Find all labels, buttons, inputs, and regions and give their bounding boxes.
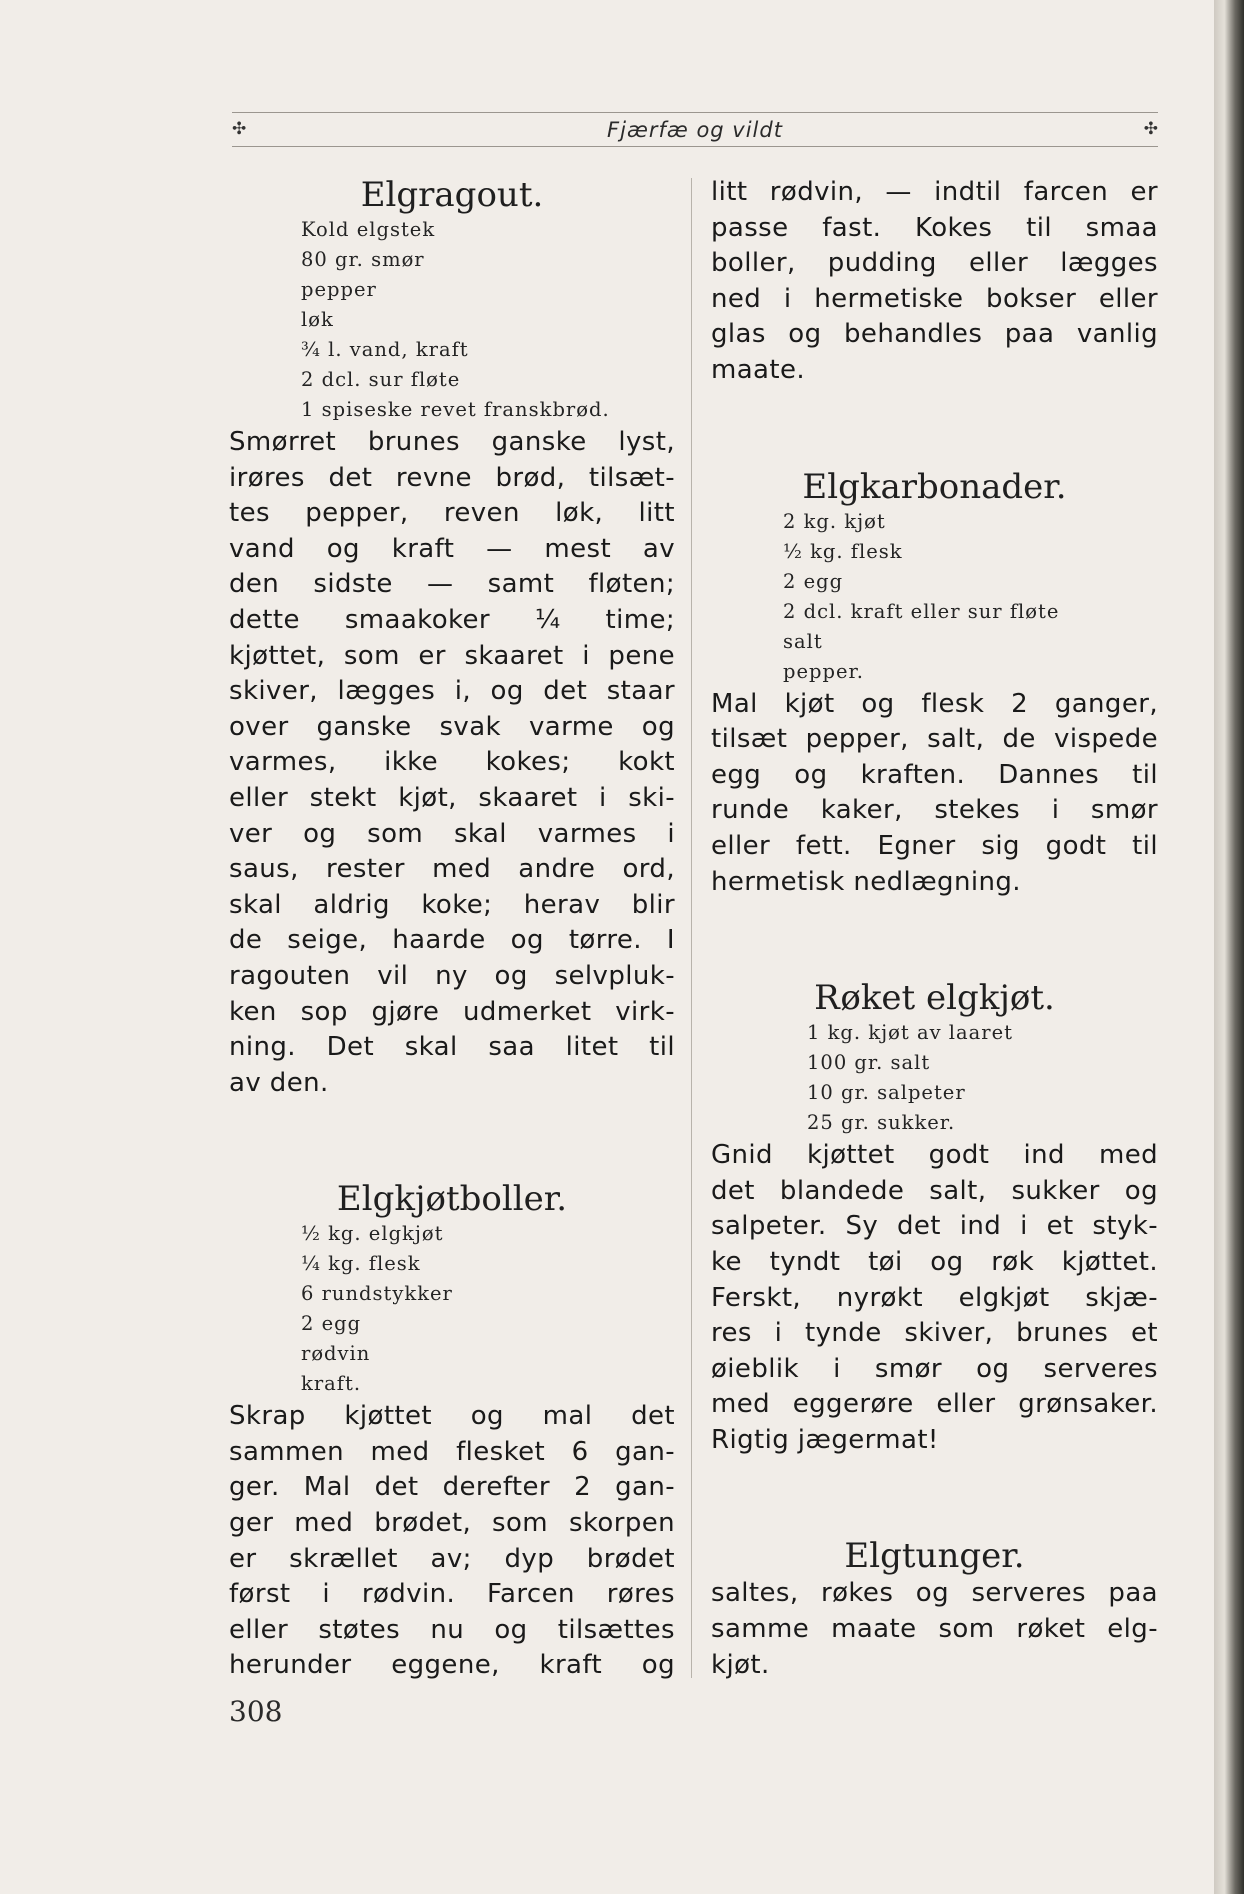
ingredient: kraft. <box>301 1372 362 1396</box>
text-line: egg og kraften. Dannes til <box>711 759 1158 790</box>
ingredient: pepper <box>301 278 377 301</box>
recipe-title: Elgkarbonader. <box>802 466 1067 507</box>
ingredient: 25 gr. sukker. <box>807 1111 956 1135</box>
header-rule-bottom <box>232 146 1158 147</box>
text-line: ke tyndt tøi og røk kjøttet. <box>711 1246 1158 1277</box>
ingredient-list <box>711 1018 1158 1138</box>
text-line: irøres det revne brød, tilsæt- <box>229 462 675 493</box>
text-line: passe fast. Kokes til smaa <box>711 212 1158 243</box>
text-line: litt rødvin, — indtil farcen er <box>711 177 1158 207</box>
ingredient: ¾ l. vand, kraft <box>301 338 469 361</box>
text-line: vand og kraft — mest av <box>229 533 675 564</box>
right-column <box>711 175 1158 1683</box>
text-line: ger med brødet, som skorpen <box>229 1508 675 1539</box>
running-title: Fjærfæ og vildt <box>607 118 783 142</box>
text-line: eller fett. Egner sig godt til <box>711 830 1158 861</box>
text-line: de seige, haarde og tørre. I <box>229 925 675 956</box>
recipe-elgragout <box>229 175 675 1101</box>
text-line: eller støtes nu og tilsættes <box>229 1614 675 1645</box>
page-number: 308 <box>229 1695 283 1728</box>
recipe-roket-elgkjot <box>711 978 1158 1458</box>
text-line: salpeter. Sy det ind i et styk- <box>711 1211 1158 1242</box>
text-line: skiver, lægges i, og det staar <box>229 676 675 707</box>
text-line: Rigtig jægermat! <box>711 1424 939 1455</box>
ornament-left-icon: ✣ <box>232 119 247 139</box>
recipe-text <box>711 1138 1158 1458</box>
text-line: runde kaker, stekes i smør <box>711 795 1158 826</box>
ingredient: 2 dcl. kraft eller sur fløte <box>783 599 1060 623</box>
ingredient: 1 kg. kjøt av laaret <box>807 1021 1013 1045</box>
running-header <box>232 112 1158 142</box>
ingredient: ½ kg. elgkjøt <box>301 1222 444 1246</box>
ingredient: Kold elgstek <box>301 218 436 241</box>
recipe-text <box>229 425 675 1101</box>
text-line: saus, rester med andre ord, <box>229 854 675 885</box>
text-line: sammen med flesket 6 gan- <box>229 1436 675 1467</box>
ingredient: 1 spiseske revet franskbrød. <box>301 398 610 421</box>
text-line: ken sop gjøre udmerket virk- <box>229 996 675 1027</box>
text-line: Mal kjøt og flesk 2 ganger, <box>711 688 1158 719</box>
continuation-text <box>711 175 1158 389</box>
recipe-elgtunger <box>711 1536 1158 1683</box>
text-line: eller stekt kjøt, skaaret i ski- <box>229 782 675 813</box>
page-edge <box>1214 0 1244 1894</box>
recipe-title: Elgragout. <box>360 175 544 215</box>
ingredient: salt <box>783 629 823 653</box>
text-line: res i tynde skiver, brunes et <box>711 1318 1158 1349</box>
column-divider <box>691 178 692 1678</box>
ingredient: pepper. <box>783 659 864 683</box>
text-line: øieblik i smør og serveres <box>711 1353 1158 1384</box>
text-line: ger. Mal det derefter 2 gan- <box>229 1472 675 1503</box>
text-line: det blandede salt, sukker og <box>711 1175 1158 1206</box>
left-column <box>229 175 675 1684</box>
text-line: Skrap kjøttet og mal det <box>229 1401 675 1432</box>
ingredient: rødvin <box>301 1342 371 1366</box>
text-line: kjøt. <box>711 1649 770 1680</box>
text-line: ragouten vil ny og selvpluk- <box>229 960 675 991</box>
ingredient: løk <box>301 308 334 331</box>
text-line: skal aldrig koke; herav blir <box>229 889 675 920</box>
text-line: tilsæt pepper, salt, de vispede <box>711 724 1158 755</box>
text-line: glas og behandles paa vanlig <box>711 319 1158 350</box>
ingredient: ¼ kg. flesk <box>301 1252 421 1276</box>
text-line: den sidste — samt fløten; <box>229 569 675 600</box>
ingredient-list <box>229 215 675 425</box>
recipe-elgkjotboller <box>229 1179 675 1684</box>
header-rule-top <box>232 112 1158 113</box>
text-line: ver og som skal varmes i <box>229 818 675 849</box>
text-line: herunder eggene, kraft og <box>229 1650 675 1681</box>
text-line: med eggerøre eller grønsaker. <box>711 1389 1158 1420</box>
text-line: varmes, ikke kokes; kokt <box>229 747 675 778</box>
recipe-elgkarbonader <box>711 467 1158 901</box>
ingredient: 2 kg. kjøt <box>783 509 886 533</box>
ingredient: 2 egg <box>301 1312 362 1336</box>
ingredient: 80 gr. smør <box>301 248 425 271</box>
text-line: maate. <box>711 354 806 385</box>
text-line: hermetisk nedlægning. <box>711 866 1021 897</box>
text-line: Gnid kjøttet godt ind med <box>711 1140 1158 1171</box>
text-line: ning. Det skal saa litet til <box>229 1032 675 1063</box>
recipe-text <box>711 1576 1158 1683</box>
text-line: tes pepper, reven løk, litt <box>229 498 675 529</box>
text-line: er skrællet av; dyp brødet <box>229 1543 675 1574</box>
recipe-title: Elgtunger. <box>844 1536 1025 1577</box>
ingredient: 2 egg <box>783 569 844 593</box>
ingredient: 100 gr. salt <box>807 1051 931 1075</box>
ingredient: 6 rundstykker <box>301 1282 453 1306</box>
text-line: saltes, røkes og serveres paa <box>711 1578 1158 1609</box>
recipe-text <box>711 687 1158 901</box>
text-line: kjøttet, som er skaaret i pene <box>229 640 675 671</box>
ingredient: 2 dcl. sur fløte <box>301 368 461 391</box>
recipe-text <box>229 1399 675 1684</box>
text-line: samme maate som røket elg- <box>711 1614 1158 1645</box>
text-line: boller, pudding eller lægges <box>711 248 1158 279</box>
text-line: først i rødvin. Farcen røres <box>229 1579 675 1610</box>
ingredient: 10 gr. salpeter <box>807 1081 966 1105</box>
recipe-title: Elgkjøtboller. <box>336 1179 568 1220</box>
ornament-right-icon: ✣ <box>1143 119 1158 139</box>
text-line: Ferskt, nyrøkt elgkjøt skjæ- <box>711 1282 1158 1313</box>
text-line: ned i hermetiske bokser eller <box>711 283 1158 314</box>
ingredient-list <box>229 1219 675 1399</box>
text-line: Smørret brunes ganske lyst, <box>229 427 675 457</box>
ingredient-list <box>711 507 1158 687</box>
text-line: dette smaakoker ¼ time; <box>229 604 675 635</box>
text-line: over ganske svak varme og <box>229 711 675 742</box>
ingredient: ½ kg. flesk <box>783 539 903 563</box>
text-line: av den. <box>229 1067 329 1098</box>
recipe-title: Røket elgkjøt. <box>814 978 1055 1019</box>
